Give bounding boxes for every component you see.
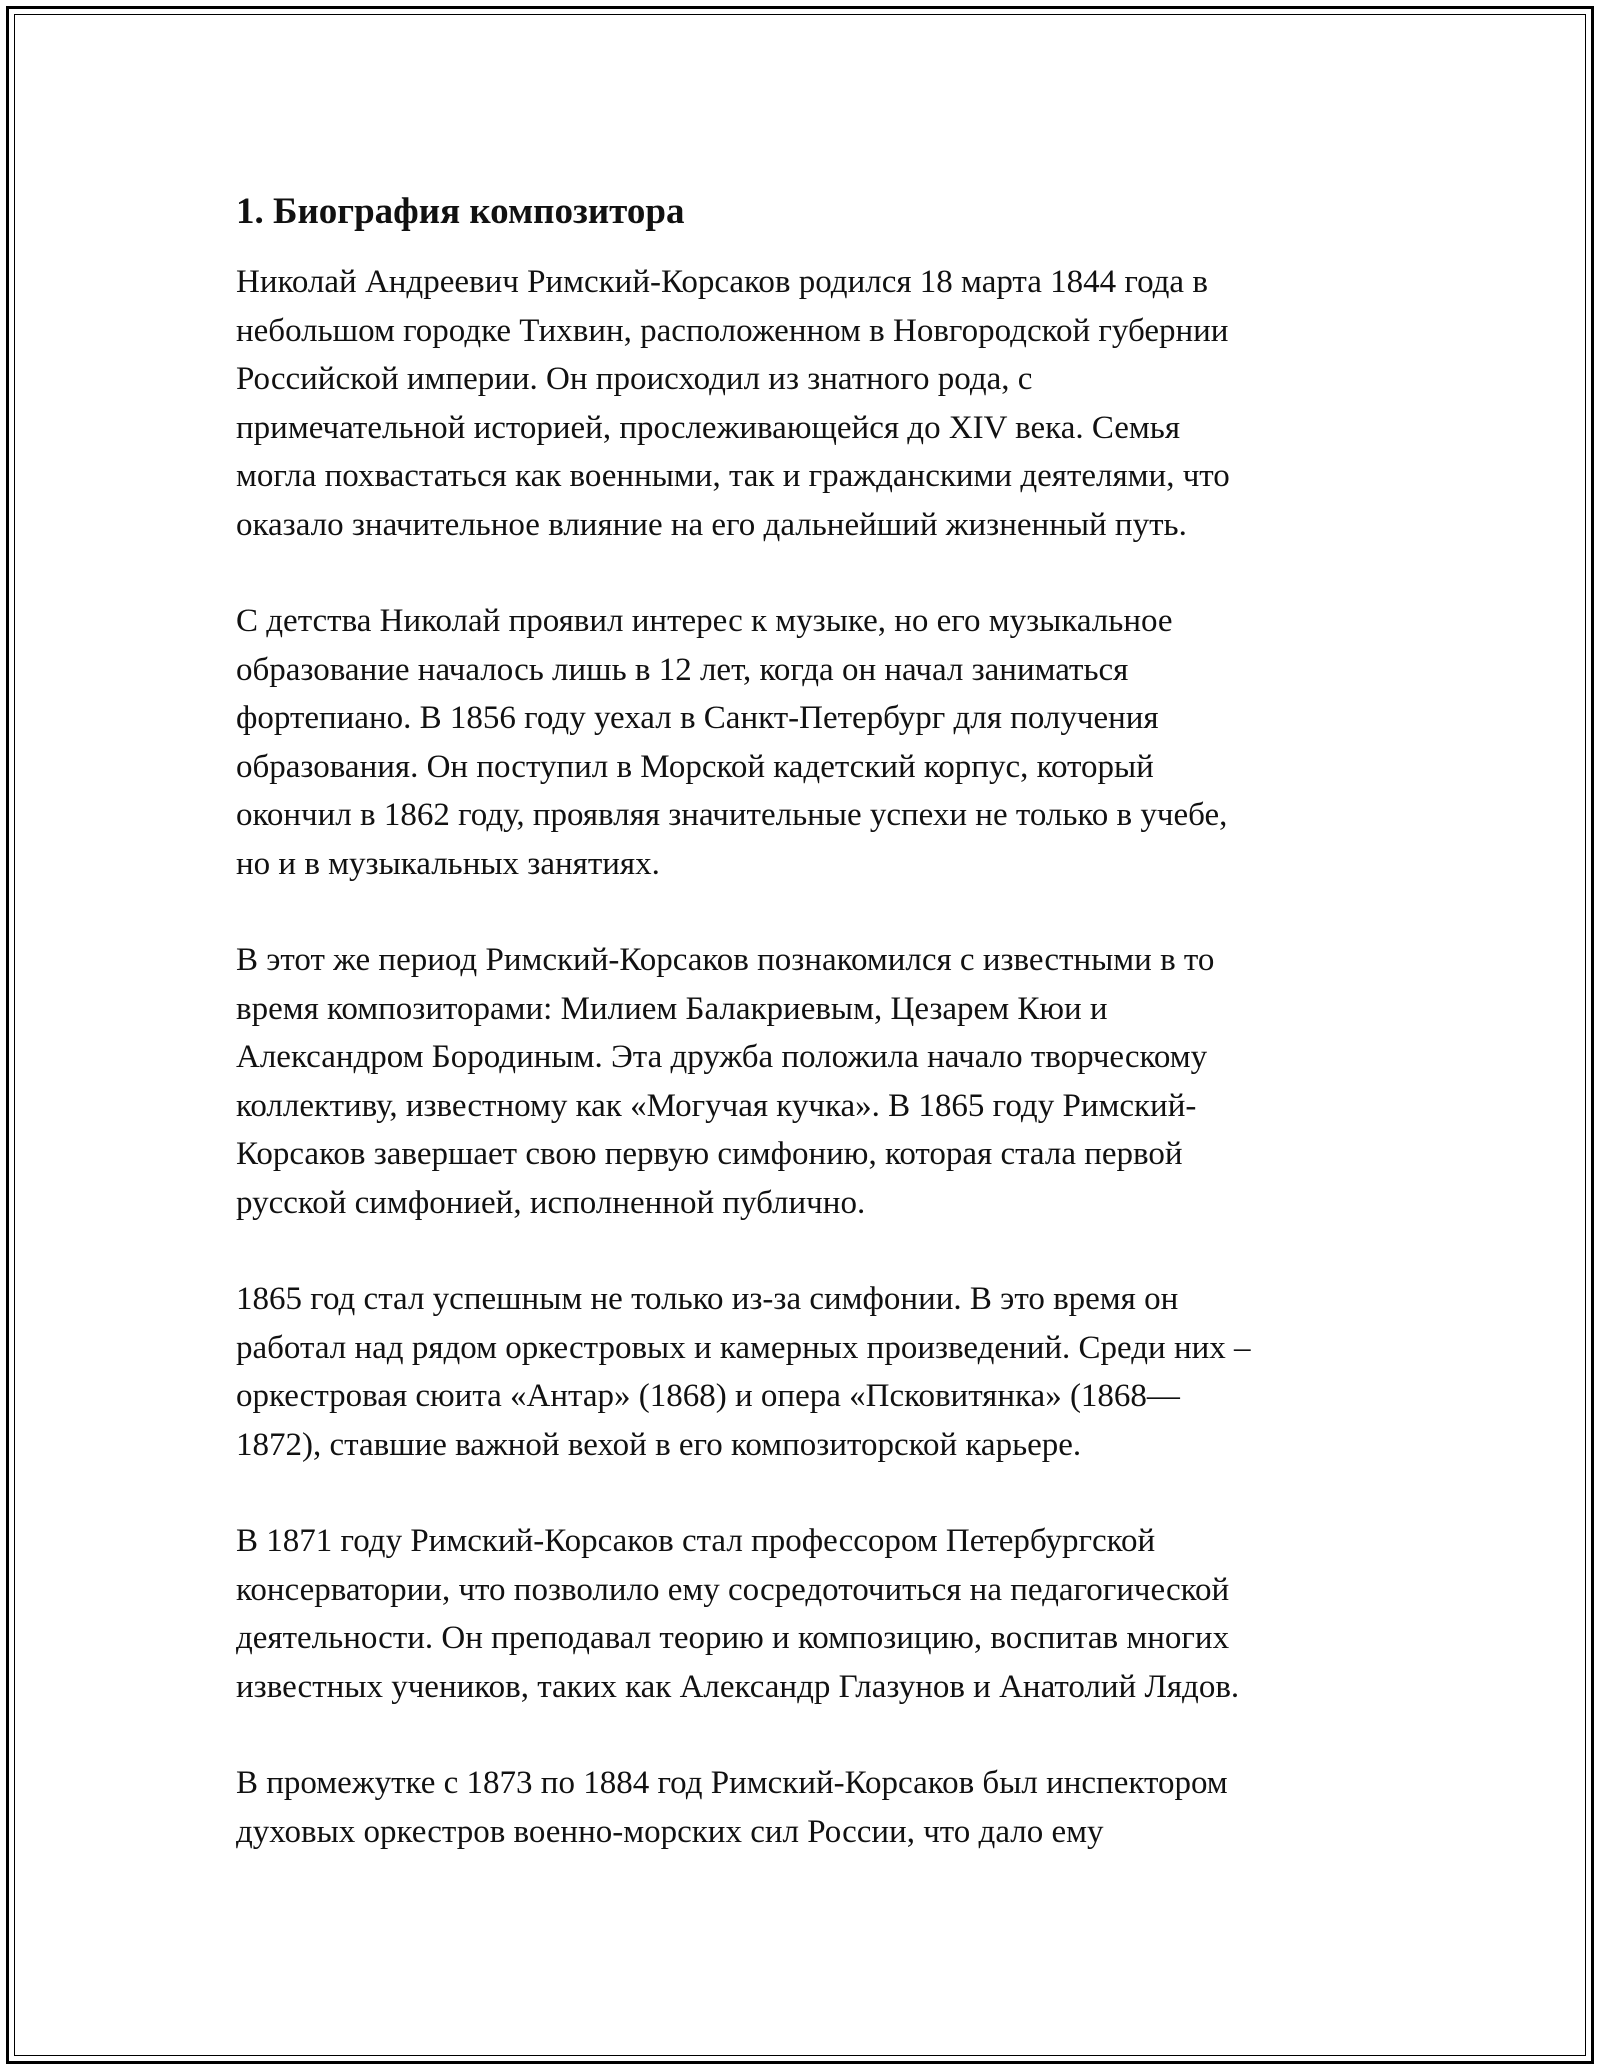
text-line: консерватории, что позволило ему сосредоточиться на педагогической [236,1571,1230,1608]
paragraph-mighty-handful [236,936,1396,1227]
text-line: но и в музыкальных занятиях. [236,845,660,882]
text-line: фортепиано. В 1856 году уехал в Санкт-Петербург для получения [236,700,1159,736]
text-line: 1865 год стал успешным не только из-за симфонии. В это время он [236,1281,1179,1317]
paragraph-conservatory [236,1517,1396,1711]
text-line: окончил в 1862 году, проявляя значительные успехи не только в учебе, [236,797,1228,833]
text-line: С детства Николай проявил интерес к музыке, но его музыкальное [236,603,1173,639]
paragraph-inspector [236,1759,1396,1856]
section-heading: 1. Биография композитора [236,191,685,232]
text-line: небольшом городке Тихвин, расположенном в Новгородской губернии [236,312,1229,349]
text-line: Николай Андреевич Римский-Корсаков родился 18 марта 1844 года в [236,264,1208,300]
text-line: 1872), ставшие важной вехой в его композиторской карьере. [236,1426,1082,1463]
text-line: оркестровая сюита «Антар» (1868) и опера «Псковитянка» (1868— [236,1378,1180,1414]
text-line: Корсаков завершает свою первую симфонию, которая стала первой [236,1136,1183,1172]
text-line: время композиторами: Милием Балакриевым, Цезарем Кюи и [236,990,1108,1027]
document-body [236,188,1396,1904]
text-line: Российской империи. Он происходил из знатного рода, с [236,361,1033,397]
text-line: духовых оркестров военно-морских сил России, что дало ему [236,1813,1104,1850]
paragraph-1865 [236,1275,1396,1469]
text-line: В этот же период Римский-Корсаков познакомился с известными в то [236,942,1215,978]
text-line: русской симфонией, исполненной публично. [236,1184,866,1221]
paragraph-childhood [236,597,1396,888]
text-line: образование началось лишь в 12 лет, когда он начал заниматься [236,651,1129,688]
text-line: Александром Бородиным. Эта дружба положила начало творческому [236,1039,1208,1075]
text-line: В промежутке с 1873 по 1884 год Римский-Корсаков был инспектором [236,1765,1228,1801]
paragraph-birth [236,258,1396,549]
text-line: образования. Он поступил в Морской кадетский корпус, который [236,748,1154,785]
text-line: деятельности. Он преподавал теорию и композицию, воспитав многих [236,1620,1230,1656]
text-line: могла похвастаться как военными, так и гражданскими деятелями, что [236,458,1230,494]
text-line: известных учеников, таких как Александр Глазунов и Анатолий Лядов. [236,1668,1240,1705]
text-line: работал над рядом оркестровых и камерных произведений. Среди них – [236,1329,1251,1366]
text-line: оказало значительное влияние на его дальнейший жизненный путь. [236,506,1187,543]
text-line: В 1871 году Римский-Корсаков стал профессором Петербургской [236,1523,1156,1559]
text-line: коллективу, известному как «Могучая кучка». В 1865 году Римский- [236,1087,1197,1124]
text-line: примечательной историей, прослеживающейся до XIV века. Семья [236,409,1181,446]
